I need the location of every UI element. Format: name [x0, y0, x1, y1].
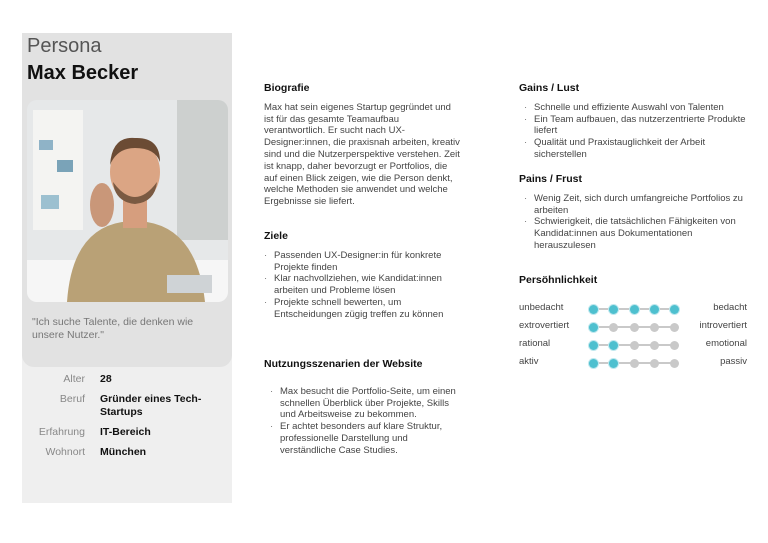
- scenarios-title: Nutzungsszenarien der Website: [264, 358, 423, 370]
- biography-text: Max hat sein eigenes Startup gegründet und ist für das gesamte Teamaufbau verantwortlich. Er sucht nach UX-Designer:innen, die praxisnah arbeiten, kreativ sind und die Nutzerperspektive verstehen. Zeit ist knapp, daher bevorzugt er Portfolios, die auf einen Blick zeigen, wie die Person denkt, welche Methoden sie anwendet und welche Ergebnisse sie liefert.: [264, 101, 460, 208]
- rating-dot: [609, 359, 618, 368]
- persona-photo: [27, 100, 228, 302]
- biography-title: Biografie: [264, 82, 310, 94]
- trait-right-label: bedacht: [713, 302, 747, 313]
- rating-dot: [670, 323, 679, 332]
- fact-job: [22, 393, 232, 419]
- gain-item: · Schnelle und effiziente Auswahl von Talenten: [524, 102, 749, 114]
- rating-dot: [670, 305, 679, 314]
- rating-dot: [670, 359, 679, 368]
- pain-item: · Wenig Zeit, sich durch umfangreiche Portfolios zu arbeiten: [524, 193, 749, 217]
- rating-dot: [630, 341, 639, 350]
- trait-row: [519, 320, 747, 334]
- fact-residence: [22, 446, 232, 459]
- persona-label: Persona: [27, 35, 102, 57]
- pain-item: · Schwierigkeit, die tatsächlichen Fähigkeiten von Kandidat:innen aus Dokumentationen herauszulesen: [524, 216, 749, 251]
- trait-row: [519, 356, 747, 370]
- rating-dot: [630, 323, 639, 332]
- rating-dot: [589, 305, 598, 314]
- rating-dot: [650, 341, 659, 350]
- pains-section: [519, 174, 749, 252]
- scenario-item: · Er achtet besonders auf klare Struktur, professionelle Darstellung und verständliche Case Studies.: [270, 421, 464, 456]
- gain-item: · Ein Team aufbauen, das nutzerzentrierte Produkte liefert: [524, 114, 749, 138]
- trait-scale: [589, 322, 679, 332]
- fact-value: 28: [100, 373, 112, 385]
- trait-scale: [589, 304, 679, 314]
- biography-section: [264, 83, 460, 208]
- rating-dot: [609, 323, 618, 332]
- fact-value: IT-Bereich: [100, 426, 151, 438]
- pains-title: Pains / Frust: [519, 173, 583, 185]
- scenario-item: · Max besucht die Portfolio-Seite, um einen schnellen Überblick über Projekte, Skills und Arbeitsweise zu bekommen.: [270, 386, 464, 421]
- rating-dot: [670, 341, 679, 350]
- fact-age: [22, 373, 232, 386]
- trait-left-label: unbedacht: [519, 302, 564, 313]
- persona-card: [22, 33, 232, 367]
- fact-label: Erfahrung: [38, 426, 85, 438]
- trait-scale: [589, 358, 679, 368]
- scenarios-section: [264, 359, 464, 457]
- trait-right-label: emotional: [705, 338, 747, 349]
- persona-sidebar: [22, 33, 232, 503]
- fact-value: Gründer eines Tech-Startups: [100, 393, 202, 418]
- fact-label: Alter: [63, 373, 85, 385]
- trait-row: [519, 302, 747, 316]
- fact-value: München: [100, 446, 147, 458]
- rating-dot: [589, 323, 598, 332]
- rating-dot: [650, 359, 659, 368]
- personality-title: Persöhnlichkeit: [519, 274, 598, 286]
- rating-dot: [650, 323, 659, 332]
- fact-label: Beruf: [59, 393, 85, 405]
- trait-right-label: introvertiert: [699, 320, 747, 331]
- persona-name: Max Becker: [27, 62, 139, 84]
- fact-experience: [22, 426, 232, 439]
- rating-dot: [650, 305, 659, 314]
- rating-dot: [589, 359, 598, 368]
- personality-title-wrap: [519, 275, 597, 294]
- gains-title: Gains / Lust: [519, 82, 580, 94]
- gain-item: · Qualität und Praxistauglichkeit der Arbeit sicherstellen: [524, 137, 749, 161]
- goal-item: · Projekte schnell bewerten, um Entscheidungen zügig treffen zu können: [264, 297, 460, 321]
- trait-left-label: aktiv: [519, 356, 539, 367]
- fact-label: Wohnort: [45, 446, 85, 458]
- persona-quote: "Ich suche Talente, die denken wie unsere Nutzer.": [32, 316, 194, 341]
- rating-dot: [630, 305, 639, 314]
- trait-row: [519, 338, 747, 352]
- goals-section: [264, 231, 460, 321]
- trait-left-label: extrovertiert: [519, 320, 570, 331]
- persona-facts: [22, 373, 232, 466]
- rating-dot: [630, 359, 639, 368]
- rating-dot: [609, 305, 618, 314]
- rating-dot: [589, 341, 598, 350]
- trait-right-label: passiv: [720, 356, 747, 367]
- trait-scale: [589, 340, 679, 350]
- rating-dot: [609, 341, 618, 350]
- goal-item: · Klar nachvollziehen, wie Kandidat:innen arbeiten und Probleme lösen: [264, 273, 460, 297]
- goal-item: · Passenden UX-Designer:in für konkrete Projekte finden: [264, 250, 460, 274]
- trait-left-label: rational: [519, 338, 551, 349]
- goals-title: Ziele: [264, 230, 288, 242]
- gains-section: [519, 83, 749, 161]
